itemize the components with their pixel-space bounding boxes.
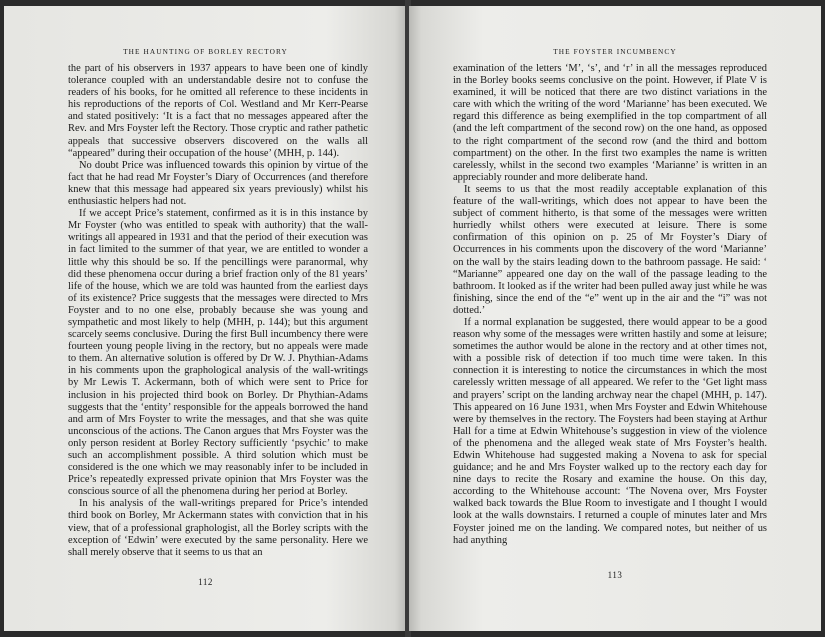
right-page-number: 113 [607, 570, 623, 580]
right-page [409, 6, 821, 631]
left-page-number: 112 [198, 577, 213, 587]
right-page-body [453, 63, 767, 547]
left-running-head: THE HAUNTING OF BORLEY RECTORY [123, 47, 288, 56]
right-paragraph: If a normal explanation be suggested, there would appear to be a good reason why some of the messages were written hastily and some at leisure; sometimes the author would be alone in the rectory and at other times not, with a possible risk of detection if too much time were taken. In this connection it is interesting to notice the circumstances in which the most carelessly written message of all appeared. We refer to the ‘Get light mass and prayers’ script on the landing archway near the chapel (MHH, p. 147). This appeared on 16 June 1931, when Mrs Foyster and Edwin Whitehouse were by themselves in the rectory. The Foysters had been staying at Arthur Hall for a time at Edwin Whitehouse’s suggestion in view of the violence of the phenomena and the alleged weak state of Mrs Foyster’s health. Edwin Whitehouse had suggested making a Novena to ask for special guidance; and he and Mrs Foyster walked up to the rectory each day for nine days to recite the Rosary and examine the house. On this day, according to the Whitehouse account: ‘The Novena over, Mrs Foyster walked back towards the Blue Room to investigate and I thought I would look at the walls downstairs. I returned a couple of minutes later and Mrs Foyster joined me on the landing. We compared notes, but neither of us had anything [453, 316, 767, 546]
right-paragraph: examination of the letters ‘M’, ‘s’, and ‘r’ in all the messages reproduced in the Borley books seems conclusive on the point. However, if Plate V is examined, it will be noticed that there are two distinct variations in the care with which the writing of the word ‘Marianne’ has been executed. We regard this difference as being exemplified in the top compartment of all (and the left compartment of the second row) on the one hand, as opposed to the right compartment of the second row (and the third and bottom compartment) on the other. In the first two examples the name is written carelessly, whilst in the second two examples ‘Marianne’ is written in an appreciably rounder and more deliberate hand. [453, 63, 767, 183]
left-paragraph: In his analysis of the wall-writings prepared for Price’s intended third book on Borley, Mr Ackermann states with conviction that in his view, that of a professional graphologist, all the Borley scripts with the exception of ‘Edwin’ were executed by the same personality. Here we shall merely observe that it seems to us that an [68, 498, 368, 558]
right-running-head: THE FOYSTER INCUMBENCY [553, 47, 677, 56]
right-paragraph: It seems to us that the most readily acceptable explanation of this feature of the wall-writings, which does not appear to have been the subject of comment hitherto, is that some of the messages were written hurriedly whilst others were executed at leisure. There is some confirmation of this opinion on p. 25 of Mr Foyster’s Diary of Occurrences in his comments upon the discovery of the word ‘Marianne’ on the wall by the stairs leading down to the bathroom passage. He said: ‘ “Marianne” appeared one day on the wall of the passage leading to the bathroom. It looked as if the writer had been pulled away just while he was finishing, since the end of the “e” went up in the air and the “i” was not dotted.’ [453, 183, 767, 316]
left-paragraph: No doubt Price was influenced towards this opinion by virtue of the fact that he had read Mr Foyster’s Diary of Occurrences (and therefore knew that this message had appeared six years previously) whilst his enthusiastic helpers had not. [68, 159, 368, 208]
left-page [4, 6, 407, 631]
left-paragraph: If we accept Price’s statement, confirmed as it is in this instance by Mr Foyster (who was entitled to speak with authority) that the wall-writings all appeared in 1931 and that the period of their execution was in fact limited to the summer of that year, we are entitled to wonder a little why this should be so. If the pencillings were paranormal, why did these phenomena occur during a brief fraction only of the 81 years’ life of the house, which we are told was haunted from the earliest days of its existence? Price suggests that the messages were directed to Mrs Foyster and to no one else, probably because she was young and sympathetic and most likely to help (MHH, p. 144); but this argument scarcely seems conclusive. During the first Bull incumbency there were fourteen young people living in the rectory, but no appeals were made to them. An alternative solution is offered by Dr W. J. Phythian-Adams in his comments upon the graphological analysis of the wall-writings by Mr Lewis T. Ackermann, both of which were sent to Price for inclusion in his projected third book on Borley. Dr Phythian-Adams suggests that the ‘entity’ responsible for the appeals borrowed the hand and arm of Mrs Foyster to write the messages, and that she was quite unconscious of the actions. The Canon argues that Mrs Foyster was the only person resident at Borley Rectory sufficiently ‘psychic’ to make such an accomplishment possible. A third solution which must be considered is the one which we may reasonably infer to be included in Price’s repeatedly expressed private opinion that Mrs Foyster was the conscious source of all the phenomena during her period at Borley. [68, 208, 368, 498]
left-page-body [68, 63, 368, 559]
left-paragraph: the part of his observers in 1937 appears to have been one of kindly tolerance coupled with an understandable desire not to confuse the readers of his books, for he omitted all reference to these incidents in his reproductions of the reports of Col. Westland and Mr Kerr-Pearse and stated positively: ‘It is a fact that no messages appeared after the Rev. and Mrs Foyster left the Rectory. Those cryptic and rather pathetic appeals that successive observers discovered on the walls all “appeared” during their occupation of the house’ (MHH, p. 144). [68, 63, 368, 159]
